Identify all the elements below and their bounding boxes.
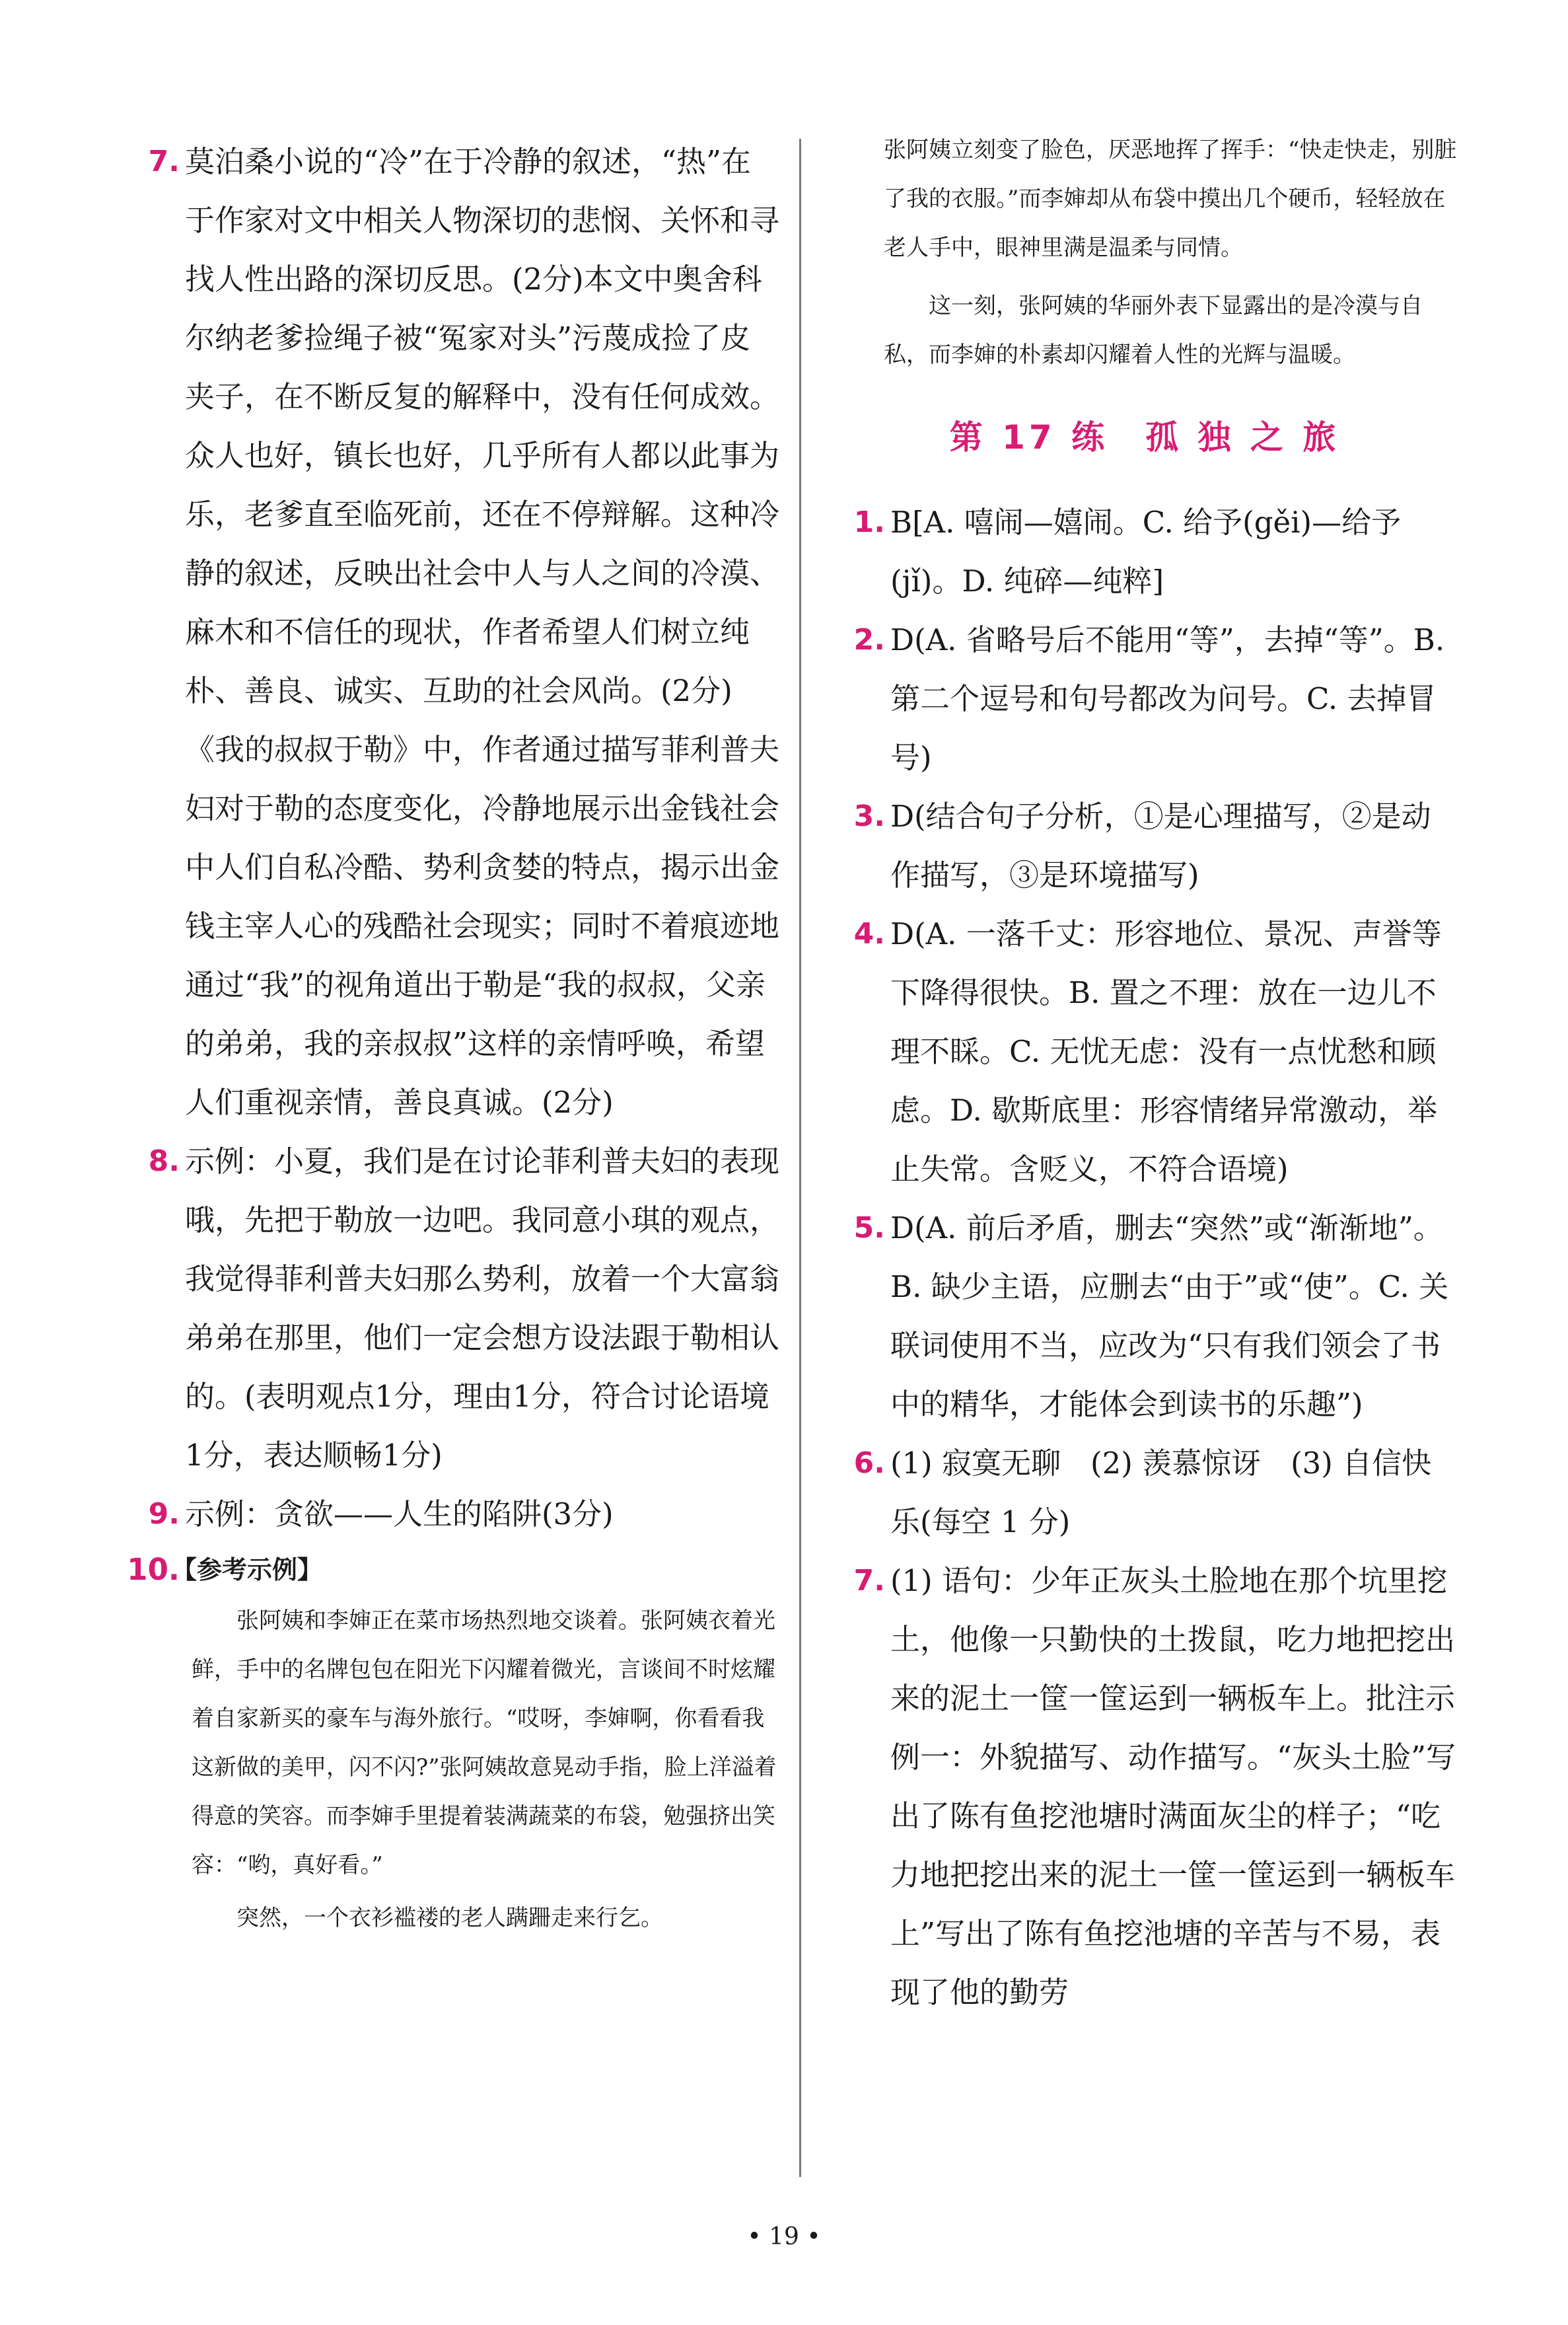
item-number: 1. <box>853 505 885 539</box>
right-column <box>831 132 1458 2022</box>
sample-paragraph-1: 张阿姨和李婶正在菜市场热烈地交谈着。张阿姨衣着光鲜，手中的名牌包包在阳光下闪耀着微光，言谈间不时炫耀着自家新买的豪车与海外旅行。“哎呀，李婶啊，你看看我这新做的美甲，闪不闪?”张阿姨故意晃动手指，脸上洋溢着得意的笑容。而李婶手里提着装满蔬菜的布袋，勉强挤出笑容：“哟，真好看。” <box>192 1607 777 1878</box>
item-number: 8. <box>148 1144 180 1178</box>
item-text: D(结合句子分析，①是心理描写，②是动作描写，③是环境描写) <box>890 799 1431 893</box>
item-text: (1) 语句：少年正灰头土脸地在那个坑里挖土，他像一只勤快的土拨鼠，吃力地把挖出来的泥土一筐一筐运到一辆板车上。批注示例一：外貌描写、动作描写。“灰头土脸”写出了陈有鱼挖池塘时满面灰尘的样子；“吃力地把挖出来的泥土一筐一筐运到一辆板车上”写出了陈有鱼挖池塘的辛苦与不易，表现了他的勤劳 <box>890 1563 1456 2010</box>
item-text: 示例：贪欲——人生的陷阱(3分) <box>185 1496 614 1532</box>
item-number: 5. <box>853 1211 885 1245</box>
item-number: 7. <box>853 1564 885 1598</box>
answer-item-5 <box>831 1199 1458 1434</box>
page-number: • 19 • <box>747 2223 821 2250</box>
item-number: 10. <box>127 1552 180 1587</box>
answer-item-8-left <box>125 1132 779 1485</box>
item-text: D(A. 前后矛盾，删去“突然”或“渐渐地”。B. 缺少主语，应删去“由于”或“使”。C. 关联词使用不当，应改为“只有我们领会了书中的精华，才能体会到读书的乐趣”) <box>890 1210 1449 1422</box>
item-text: D(A. 一落千丈：形容地位、景况、声誉等下降得很快。B. 置之不理：放在一边儿不理不睬。C. 无忧无虑：没有一点忧愁和顾虑。D. 歇斯底里：形容情绪异常激动，举止失常。含贬义，不符合语境) <box>890 916 1442 1187</box>
left-column <box>125 132 779 1942</box>
column-divider <box>799 139 801 2177</box>
item-text: B[A. 嘻闹—嬉闹。C. 给予(gěi)—给予(jǐ)。D. 纯碎—纯粹] <box>890 505 1402 599</box>
item-text: 莫泊桑小说的“冷”在于冷静的叙述，“热”在于作家对文中相关人物深切的悲悯、关怀和寻找人性出路的深切反思。(2分)本文中奥舍科尔纳老爹捡绳子被“冤家对头”污蔑成捡了皮夹子，在不断反复的解释中，没有任何成效。众人也好，镇长也好，几乎所有人都以此事为乐，老爹直至临死前，还在不停辩解。这种冷静的叙述，反映出社会中人与人之间的冷漠、麻木和不信任的现状，作者希望人们树立纯朴、善良、诚实、互助的社会风尚。(2分)《我的叔叔于勒》中，作者通过描写菲利普夫妇对于勒的态度变化，冷静地展示出金钱社会中人们自私冷酷、势利贪婪的特点，揭示出金钱主宰人心的残酷社会现实；同时不着痕迹地通过“我”的视角道出于勒是“我的叔叔，父亲的弟弟，我的亲叔叔”这样的亲情呼唤，希望人们重视亲情，善良真诚。(2分) <box>185 144 780 1120</box>
sample-paragraph-2: 突然，一个衣衫褴褛的老人蹒跚走来行乞。 <box>236 1905 663 1931</box>
answer-item-7 <box>831 1551 1458 2022</box>
item-number: 4. <box>853 917 885 951</box>
answer-item-3 <box>831 787 1458 904</box>
answer-item-1 <box>831 493 1458 610</box>
sample-paragraph-3: 这一刻，张阿姨的华丽外表下显露出的是冷漠与自私，而李婶的朴素却闪耀着人性的光辉与温暖。 <box>884 293 1423 368</box>
item-number: 3. <box>853 799 885 833</box>
reference-tag: 【参考示例】 <box>172 1555 323 1584</box>
answer-item-4 <box>831 904 1458 1199</box>
sample-paragraph-continued: 张阿姨立刻变了脸色，厌恶地挥了挥手：“快走快走，别脏了我的衣服。”而李婶却从布袋中摸出几个硬币，轻轻放在老人手中，眼神里满是温柔与同情。 <box>884 137 1457 261</box>
answer-item-7-left <box>125 132 779 1132</box>
item-number: 7. <box>148 145 180 178</box>
answer-item-10-left <box>125 1543 779 1596</box>
item-text: 示例：小夏，我们是在讨论菲利普夫妇的表现哦，先把于勒放一边吧。我同意小琪的观点，我觉得菲利普夫妇那么势利，放着一个大富翁弟弟在那里，他们一定会想方设法跟于勒相认的。(表明观点1分，理由1分，符合讨论语境1分，表达顺畅1分) <box>185 1144 780 1473</box>
item-number: 2. <box>853 623 885 657</box>
item-text: (1) 寂寞无聊 (2) 羡慕惊讶 (3) 自信快乐(每空 1 分) <box>890 1446 1432 1539</box>
answer-item-9-left <box>125 1485 779 1543</box>
section-title: 第 17 练 孤 独 之 旅 <box>949 418 1340 457</box>
answer-item-2 <box>831 610 1458 787</box>
answer-item-6 <box>831 1434 1458 1551</box>
item-number: 6. <box>853 1446 885 1480</box>
item-number: 9. <box>148 1497 180 1531</box>
item-text: D(A. 省略号后不能用“等”，去掉“等”。B. 第二个逗号和句号都改为问号。C. 去掉冒号) <box>890 622 1445 775</box>
